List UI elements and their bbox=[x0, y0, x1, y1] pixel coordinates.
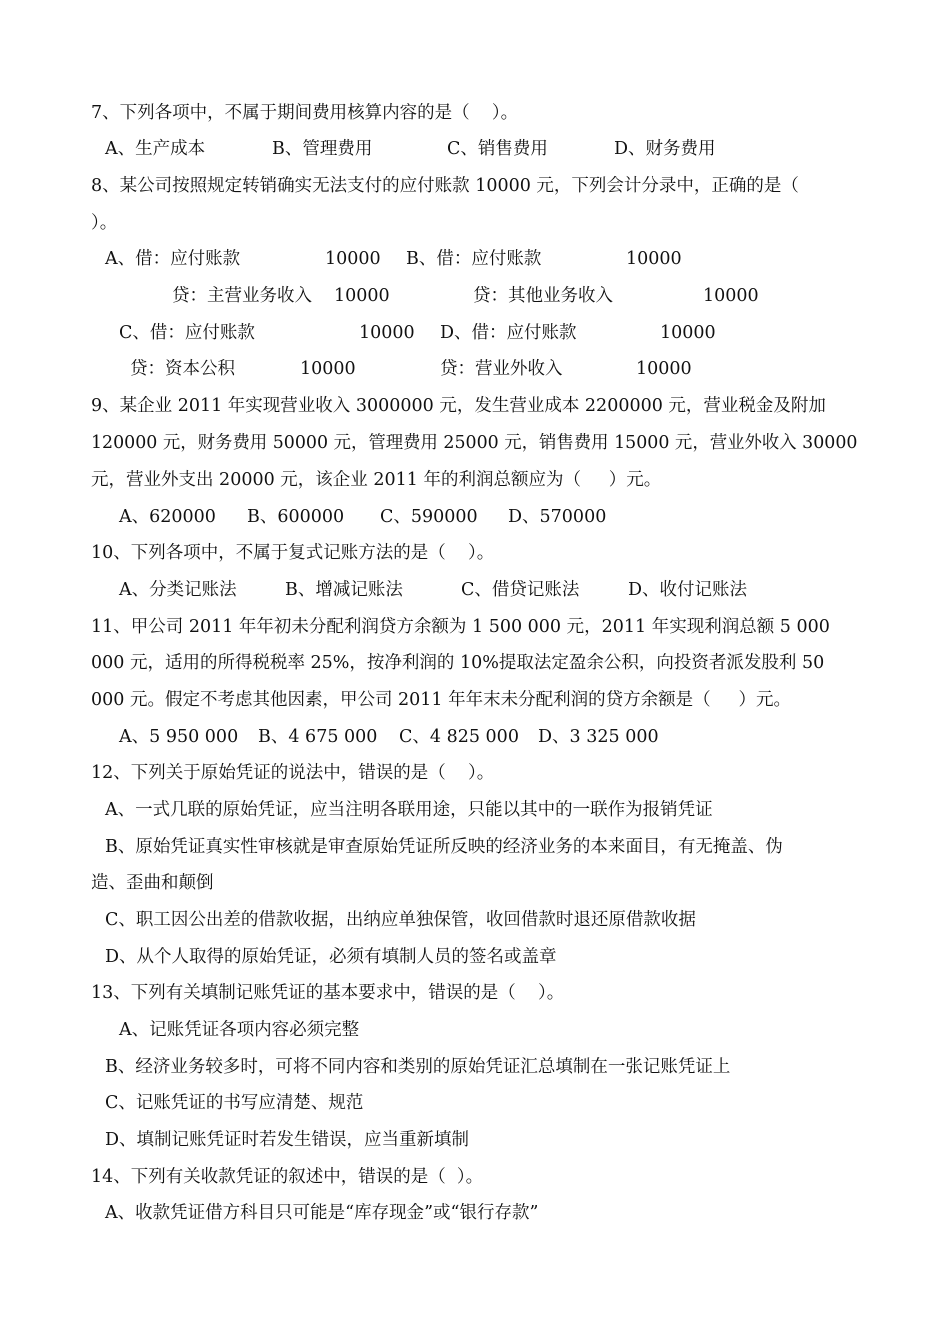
question-8-option-c-debit: C、借：应付账款 bbox=[119, 323, 255, 343]
question-9-option-c: C、590000 bbox=[380, 507, 478, 527]
question-10-option-c: C、借贷记账法 bbox=[461, 580, 580, 600]
question-8-option-d-debit-amount: 10000 bbox=[660, 323, 716, 343]
question-9-option-d: D、570000 bbox=[508, 507, 607, 527]
question-13-option-a: A、记账凭证各项内容必须完整 bbox=[119, 1020, 360, 1040]
question-8-option-a-debit: A、借：应付账款 bbox=[105, 249, 241, 269]
question-8-option-d-debit: D、借：应付账款 bbox=[440, 323, 577, 343]
question-8-stem-line1: 8、某公司按照规定转销确实无法支付的应付账款 10000 元，下列会计分录中，正确的是（ bbox=[91, 176, 799, 196]
question-8-stem-line2: ）。 bbox=[91, 213, 118, 233]
question-8-option-a-debit-amount: 10000 bbox=[325, 249, 381, 269]
question-10-option-b: B、增减记账法 bbox=[285, 580, 403, 600]
question-13-stem: 13、下列有关填制记账凭证的基本要求中，错误的是（ ）。 bbox=[91, 983, 565, 1003]
question-8-option-d-credit: 贷：营业外收入 bbox=[440, 359, 563, 379]
question-7-option-b: B、管理费用 bbox=[272, 139, 373, 159]
question-11-option-c: C、4 825 000 bbox=[399, 727, 519, 747]
question-13-option-b: B、经济业务较多时，可将不同内容和类别的原始凭证汇总填制在一张记账凭证上 bbox=[105, 1057, 731, 1077]
question-8-option-b-debit-amount: 10000 bbox=[626, 249, 682, 269]
question-11-option-a: A、5 950 000 bbox=[119, 727, 239, 747]
question-8-option-b-credit-amount: 10000 bbox=[703, 286, 759, 306]
question-11-stem-line1: 11、甲公司 2011 年年初未分配利润贷方余额为 1 500 000 元，2011 年实现利润总额 5 000 bbox=[91, 617, 830, 637]
question-12-option-b-line1: B、原始凭证真实性审核就是审查原始凭证所反映的经济业务的本来面目，有无掩盖、伪 bbox=[105, 837, 783, 857]
question-9-stem-line2: 120000 元，财务费用 50000 元，管理费用 25000 元，销售费用 15000 元，营业外收入 30000 bbox=[91, 433, 858, 453]
question-13-option-c: C、记账凭证的书写应清楚、规范 bbox=[105, 1093, 364, 1113]
question-14-option-a: A、收款凭证借方科目只可能是“库存现金”或“银行存款” bbox=[105, 1203, 539, 1223]
question-8-option-b-credit: 贷：其他业务收入 bbox=[473, 286, 613, 306]
question-8-option-c-credit: 贷：资本公积 bbox=[130, 359, 235, 379]
question-11-option-b: B、4 675 000 bbox=[258, 727, 378, 747]
question-12-option-d: D、从个人取得的原始凭证，必须有填制人员的签名或盖章 bbox=[105, 947, 557, 967]
question-8-option-a-credit-amount: 10000 bbox=[334, 286, 390, 306]
question-10-option-a: A、分类记账法 bbox=[119, 580, 237, 600]
question-12-option-b-line2: 造、歪曲和颠倒 bbox=[91, 873, 214, 893]
question-12-option-c: C、职工因公出差的借款收据，出纳应单独保管，收回借款时退还原借款收据 bbox=[105, 910, 696, 930]
question-11-stem-line3: 000 元。假定不考虑其他因素，甲公司 2011 年年末未分配利润的贷方余额是（ ）元。 bbox=[91, 690, 791, 710]
question-11-stem-line2: 000 元，适用的所得税税率 25%，按净利润的 10%提取法定盈余公积，向投资者派发股利 50 bbox=[91, 653, 825, 673]
question-7-option-a: A、生产成本 bbox=[105, 139, 206, 159]
question-12-option-a: A、一式几联的原始凭证，应当注明各联用途，只能以其中的一联作为报销凭证 bbox=[105, 800, 713, 820]
question-10-option-d: D、收付记账法 bbox=[628, 580, 748, 600]
question-14-stem: 14、下列有关收款凭证的叙述中，错误的是（ ）。 bbox=[91, 1167, 484, 1187]
question-7-option-c: C、销售费用 bbox=[447, 139, 548, 159]
question-7-option-d: D、财务费用 bbox=[614, 139, 716, 159]
question-9-option-a: A、620000 bbox=[119, 507, 216, 527]
question-13-option-d: D、填制记账凭证时若发生错误，应当重新填制 bbox=[105, 1130, 470, 1150]
question-8-option-c-credit-amount: 10000 bbox=[300, 359, 356, 379]
question-11-option-d: D、3 325 000 bbox=[538, 727, 659, 747]
question-12-stem: 12、下列关于原始凭证的说法中，错误的是（ ）。 bbox=[91, 763, 495, 783]
question-9-stem-line1: 9、某企业 2011 年实现营业收入 3000000 元，发生营业成本 2200000 元，营业税金及附加 bbox=[91, 396, 826, 416]
question-8-option-d-credit-amount: 10000 bbox=[636, 359, 692, 379]
question-7-stem: 7、下列各项中，不属于期间费用核算内容的是（ ）。 bbox=[91, 103, 519, 123]
question-8-option-b-debit: B、借：应付账款 bbox=[406, 249, 542, 269]
question-8-option-c-debit-amount: 10000 bbox=[359, 323, 415, 343]
question-10-stem: 10、下列各项中，不属于复式记账方法的是（ ）。 bbox=[91, 543, 495, 563]
question-9-stem-line3: 元，营业外支出 20000 元，该企业 2011 年的利润总额应为（ ）元。 bbox=[91, 470, 662, 490]
question-8-option-a-credit: 贷：主营业务收入 bbox=[172, 286, 312, 306]
question-9-option-b: B、600000 bbox=[247, 507, 345, 527]
